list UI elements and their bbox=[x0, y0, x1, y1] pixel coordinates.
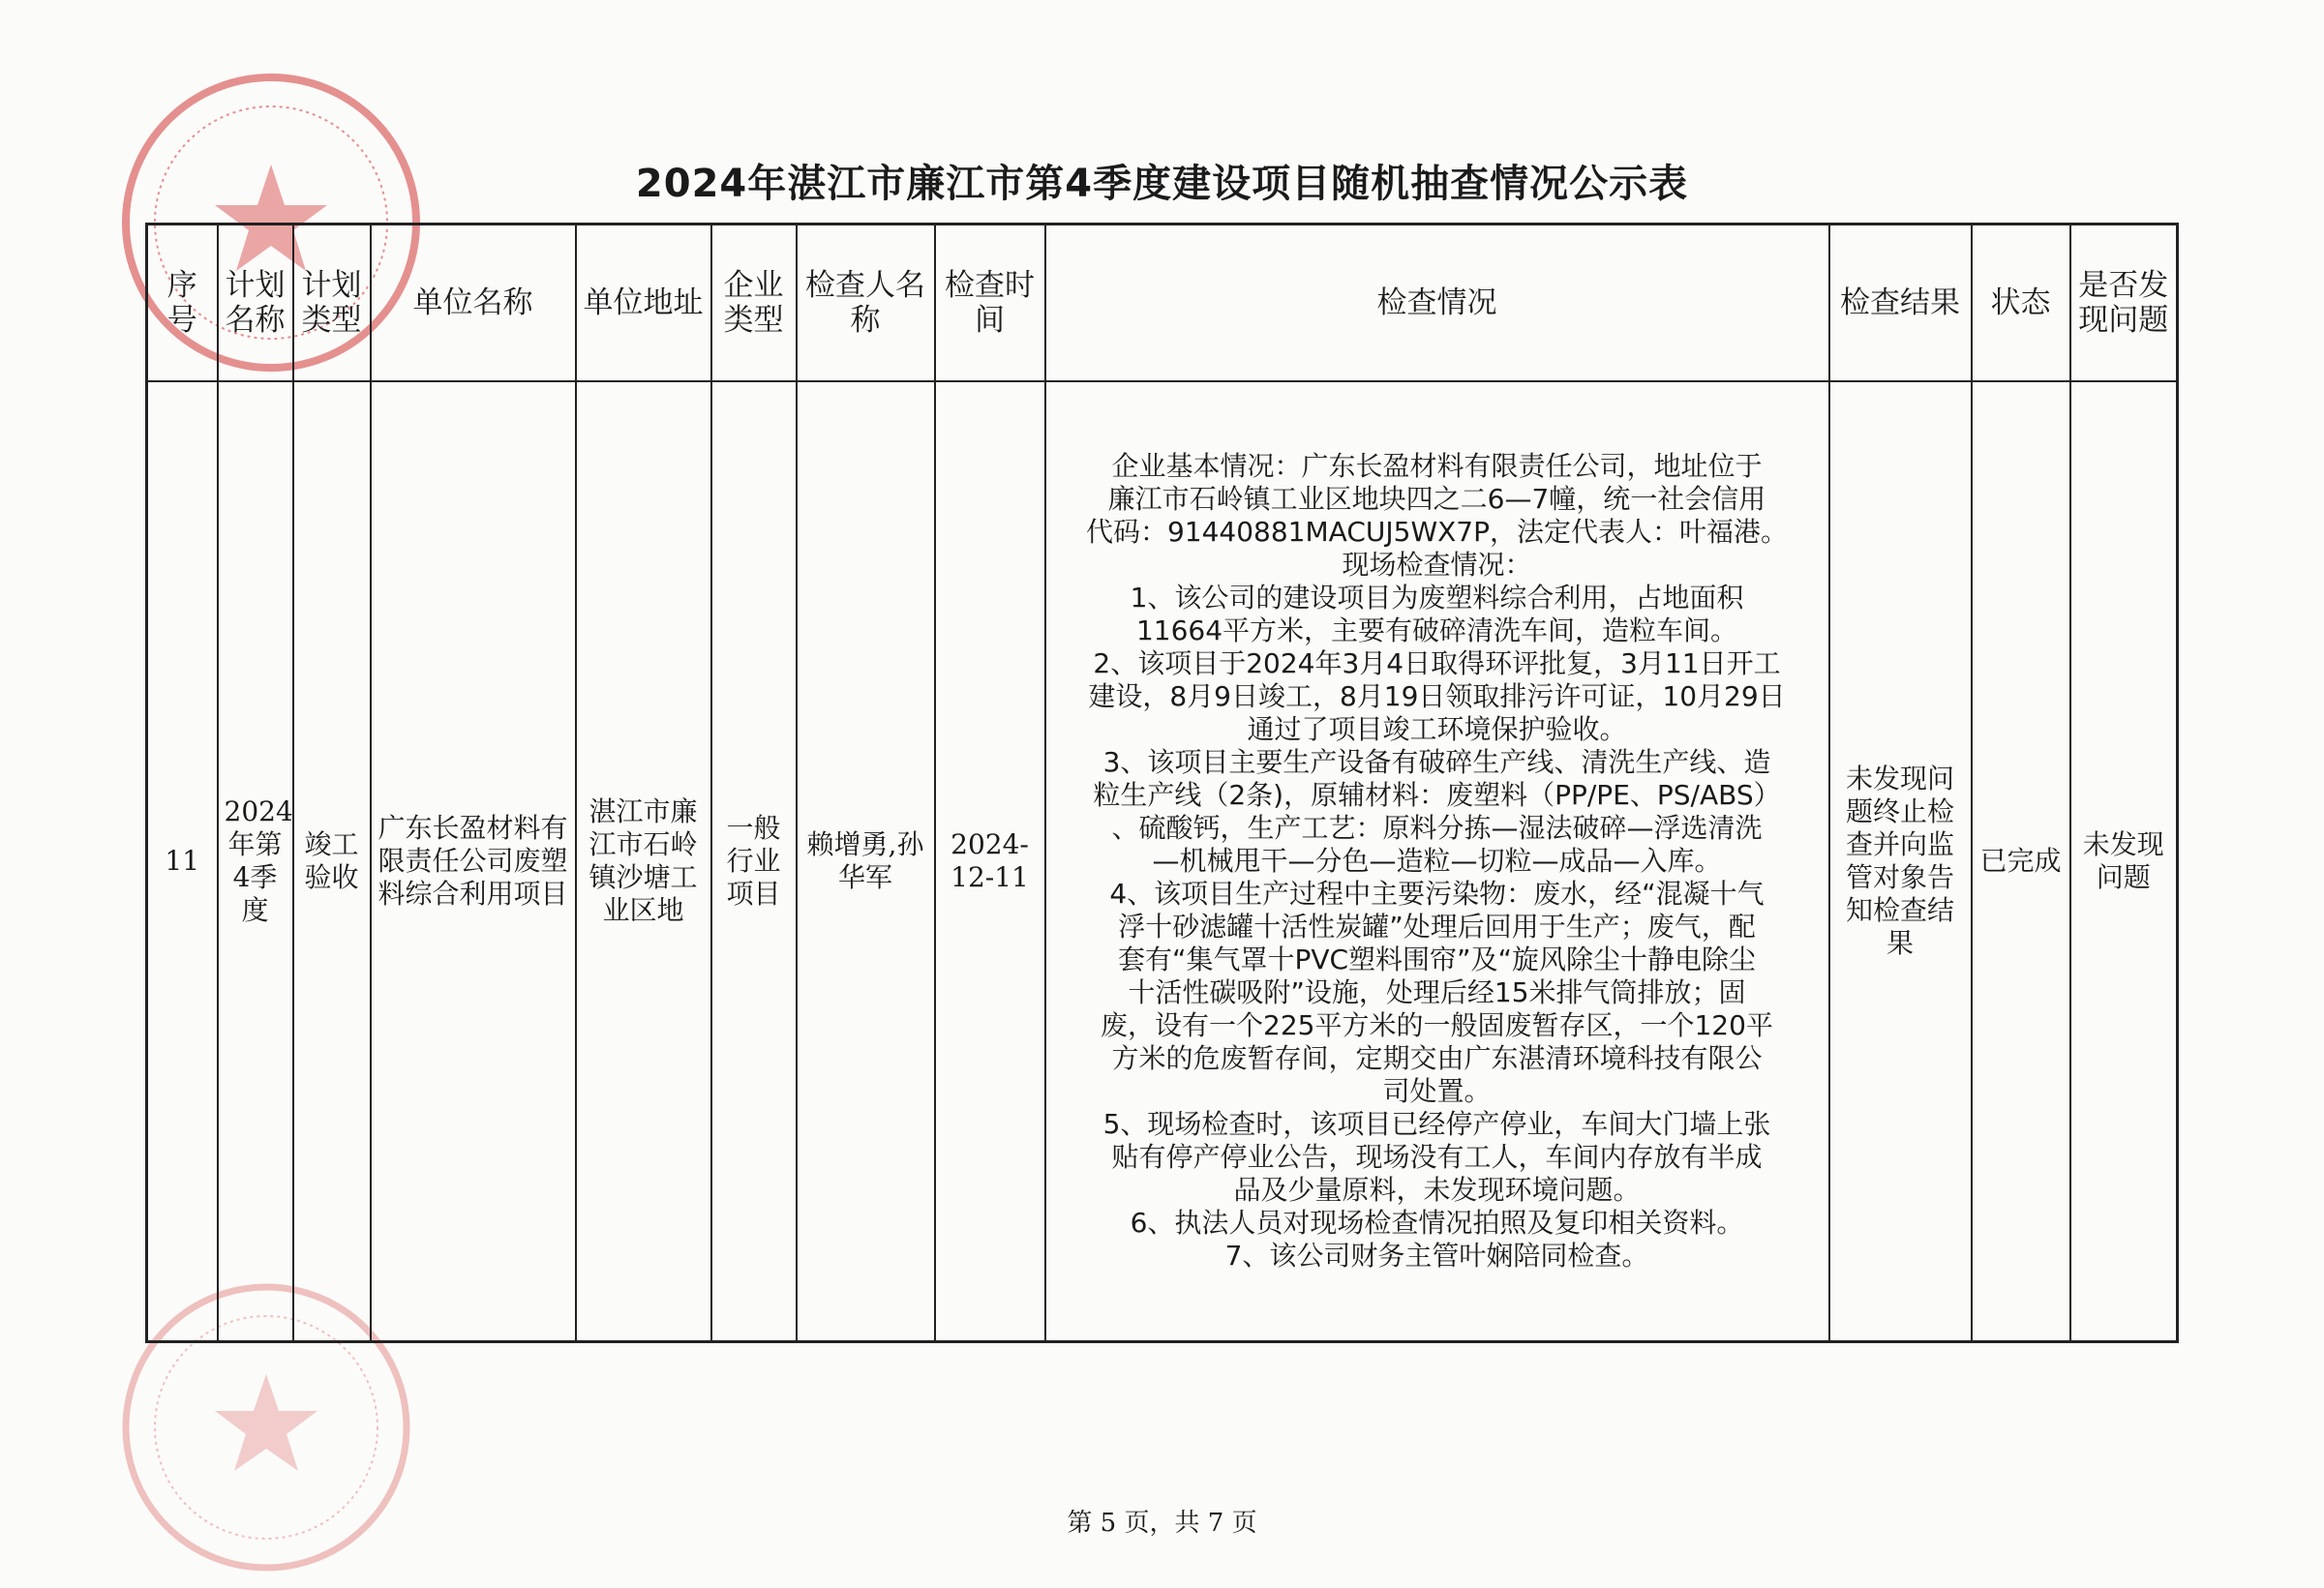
cell-inspection-time: 2024-12-11 bbox=[935, 381, 1045, 1342]
page-title: 2024年湛江市廉江市第4季度建设项目随机抽查情况公示表 bbox=[635, 162, 1689, 206]
cell-inspection-details bbox=[1045, 381, 1829, 1342]
details-line: 代码：91440881MACUJ5WX7P，法定代表人：叶福港。 bbox=[1085, 516, 1789, 548]
details-line: 方米的危废暂存间，定期交由广东湛清环境科技有限公 bbox=[1111, 1042, 1763, 1074]
header-plan-type: 计划类型 bbox=[293, 225, 371, 382]
details-line: 、硫酸钙，生产工艺：原料分拣—湿法破碎—浮选清洗 bbox=[1111, 812, 1763, 844]
cell-unit-address: 湛江市廉江市石岭镇沙塘工业区地 bbox=[576, 381, 711, 1342]
header-unit-address: 单位地址 bbox=[576, 225, 711, 382]
cell-index: 11 bbox=[147, 381, 218, 1342]
details-line: 司处置。 bbox=[1382, 1075, 1492, 1107]
details-line: 廉江市石岭镇工业区地块四之二6—7幢，统一社会信用 bbox=[1107, 483, 1766, 515]
cell-status: 已完成 bbox=[1972, 381, 2070, 1342]
details-line: 套有“集气罩十PVC塑料围帘”及“旋风除尘十静电除尘 bbox=[1117, 944, 1757, 975]
header-enterprise-type: 企业类型 bbox=[711, 225, 797, 382]
details-line: 4、该项目生产过程中主要污染物：废水，经“混凝十气 bbox=[1109, 878, 1765, 910]
details-line: 7、该公司财务主管叶娴陪同检查。 bbox=[1224, 1240, 1649, 1272]
table-row bbox=[147, 381, 2178, 1342]
details-line: 3、该项目主要生产设备有破碎生产线、清洗生产线、造 bbox=[1102, 746, 1771, 778]
cell-inspector: 赖增勇,孙华军 bbox=[797, 381, 935, 1342]
details-line: 建设，8月9日竣工，8月19日领取排污许可证，10月29日 bbox=[1088, 680, 1786, 712]
details-line: 浮十砂滤罐十活性炭罐”处理后回用于生产；废气，配 bbox=[1118, 911, 1756, 943]
details-line: 通过了项目竣工环境保护验收。 bbox=[1247, 713, 1627, 745]
details-line: 贴有停产停业公告，现场没有工人，车间内存放有半成 bbox=[1111, 1141, 1763, 1173]
header-inspection-time: 检查时间 bbox=[935, 225, 1045, 382]
header-status: 状态 bbox=[1972, 225, 2070, 382]
header-inspector: 检查人名称 bbox=[797, 225, 935, 382]
details-line: 粒生产线（2条)，原辅材料：废塑料（PP/PE、PS/ABS） bbox=[1093, 779, 1781, 811]
cell-plan-name: 2024年第4季度 bbox=[218, 381, 293, 1342]
header-problem-found: 是否发现问题 bbox=[2070, 225, 2178, 382]
details-line: 6、执法人员对现场检查情况拍照及复印相关资料。 bbox=[1130, 1207, 1744, 1239]
details-line: 现场检查情况： bbox=[1342, 549, 1532, 581]
page-footer: 第 5 页，共 7 页 bbox=[1067, 1509, 1257, 1538]
cell-plan-type: 竣工验收 bbox=[293, 381, 371, 1342]
details-line: 废，设有一个225平方米的一般固废暂存区，一个120平 bbox=[1101, 1009, 1773, 1041]
cell-problem-found: 未发现问题 bbox=[2070, 381, 2178, 1342]
inspection-table bbox=[145, 223, 2179, 1343]
details-line: 十活性碳吸附”设施，处理后经15米排气筒排放；固 bbox=[1128, 976, 1746, 1008]
header-inspection-details: 检查情况 bbox=[1045, 225, 1829, 382]
details-line: 1、该公司的建设项目为废塑料综合利用，占地面积 bbox=[1130, 582, 1744, 614]
header-index: 序号 bbox=[147, 225, 218, 382]
cell-unit-name: 广东长盈材料有限责任公司废塑料综合利用项目 bbox=[371, 381, 576, 1342]
details-line: 5、现场检查时，该项目已经停产停业，车间大门墙上张 bbox=[1102, 1108, 1771, 1140]
details-line: —机械甩干—分色—造粒—切粒—成品—入库。 bbox=[1152, 845, 1722, 877]
details-line: 2、该项目于2024年3月4日取得环评批复，3月11日开工 bbox=[1093, 647, 1781, 679]
header-inspection-result: 检查结果 bbox=[1829, 225, 1972, 382]
table-header-row bbox=[147, 225, 2178, 382]
cell-inspection-result: 未发现问题终止检查并向监管对象告知检查结果 bbox=[1829, 381, 1972, 1342]
details-line: 品及少量原料，未发现环境问题。 bbox=[1233, 1174, 1641, 1206]
cell-enterprise-type: 一般行业项目 bbox=[711, 381, 797, 1342]
details-line: 企业基本情况：广东长盈材料有限责任公司，地址位于 bbox=[1111, 450, 1763, 482]
header-unit-name: 单位名称 bbox=[371, 225, 576, 382]
details-line: 11664平方米，主要有破碎清洗车间，造粒车间。 bbox=[1135, 614, 1738, 646]
header-plan-name: 计划名称 bbox=[218, 225, 293, 382]
